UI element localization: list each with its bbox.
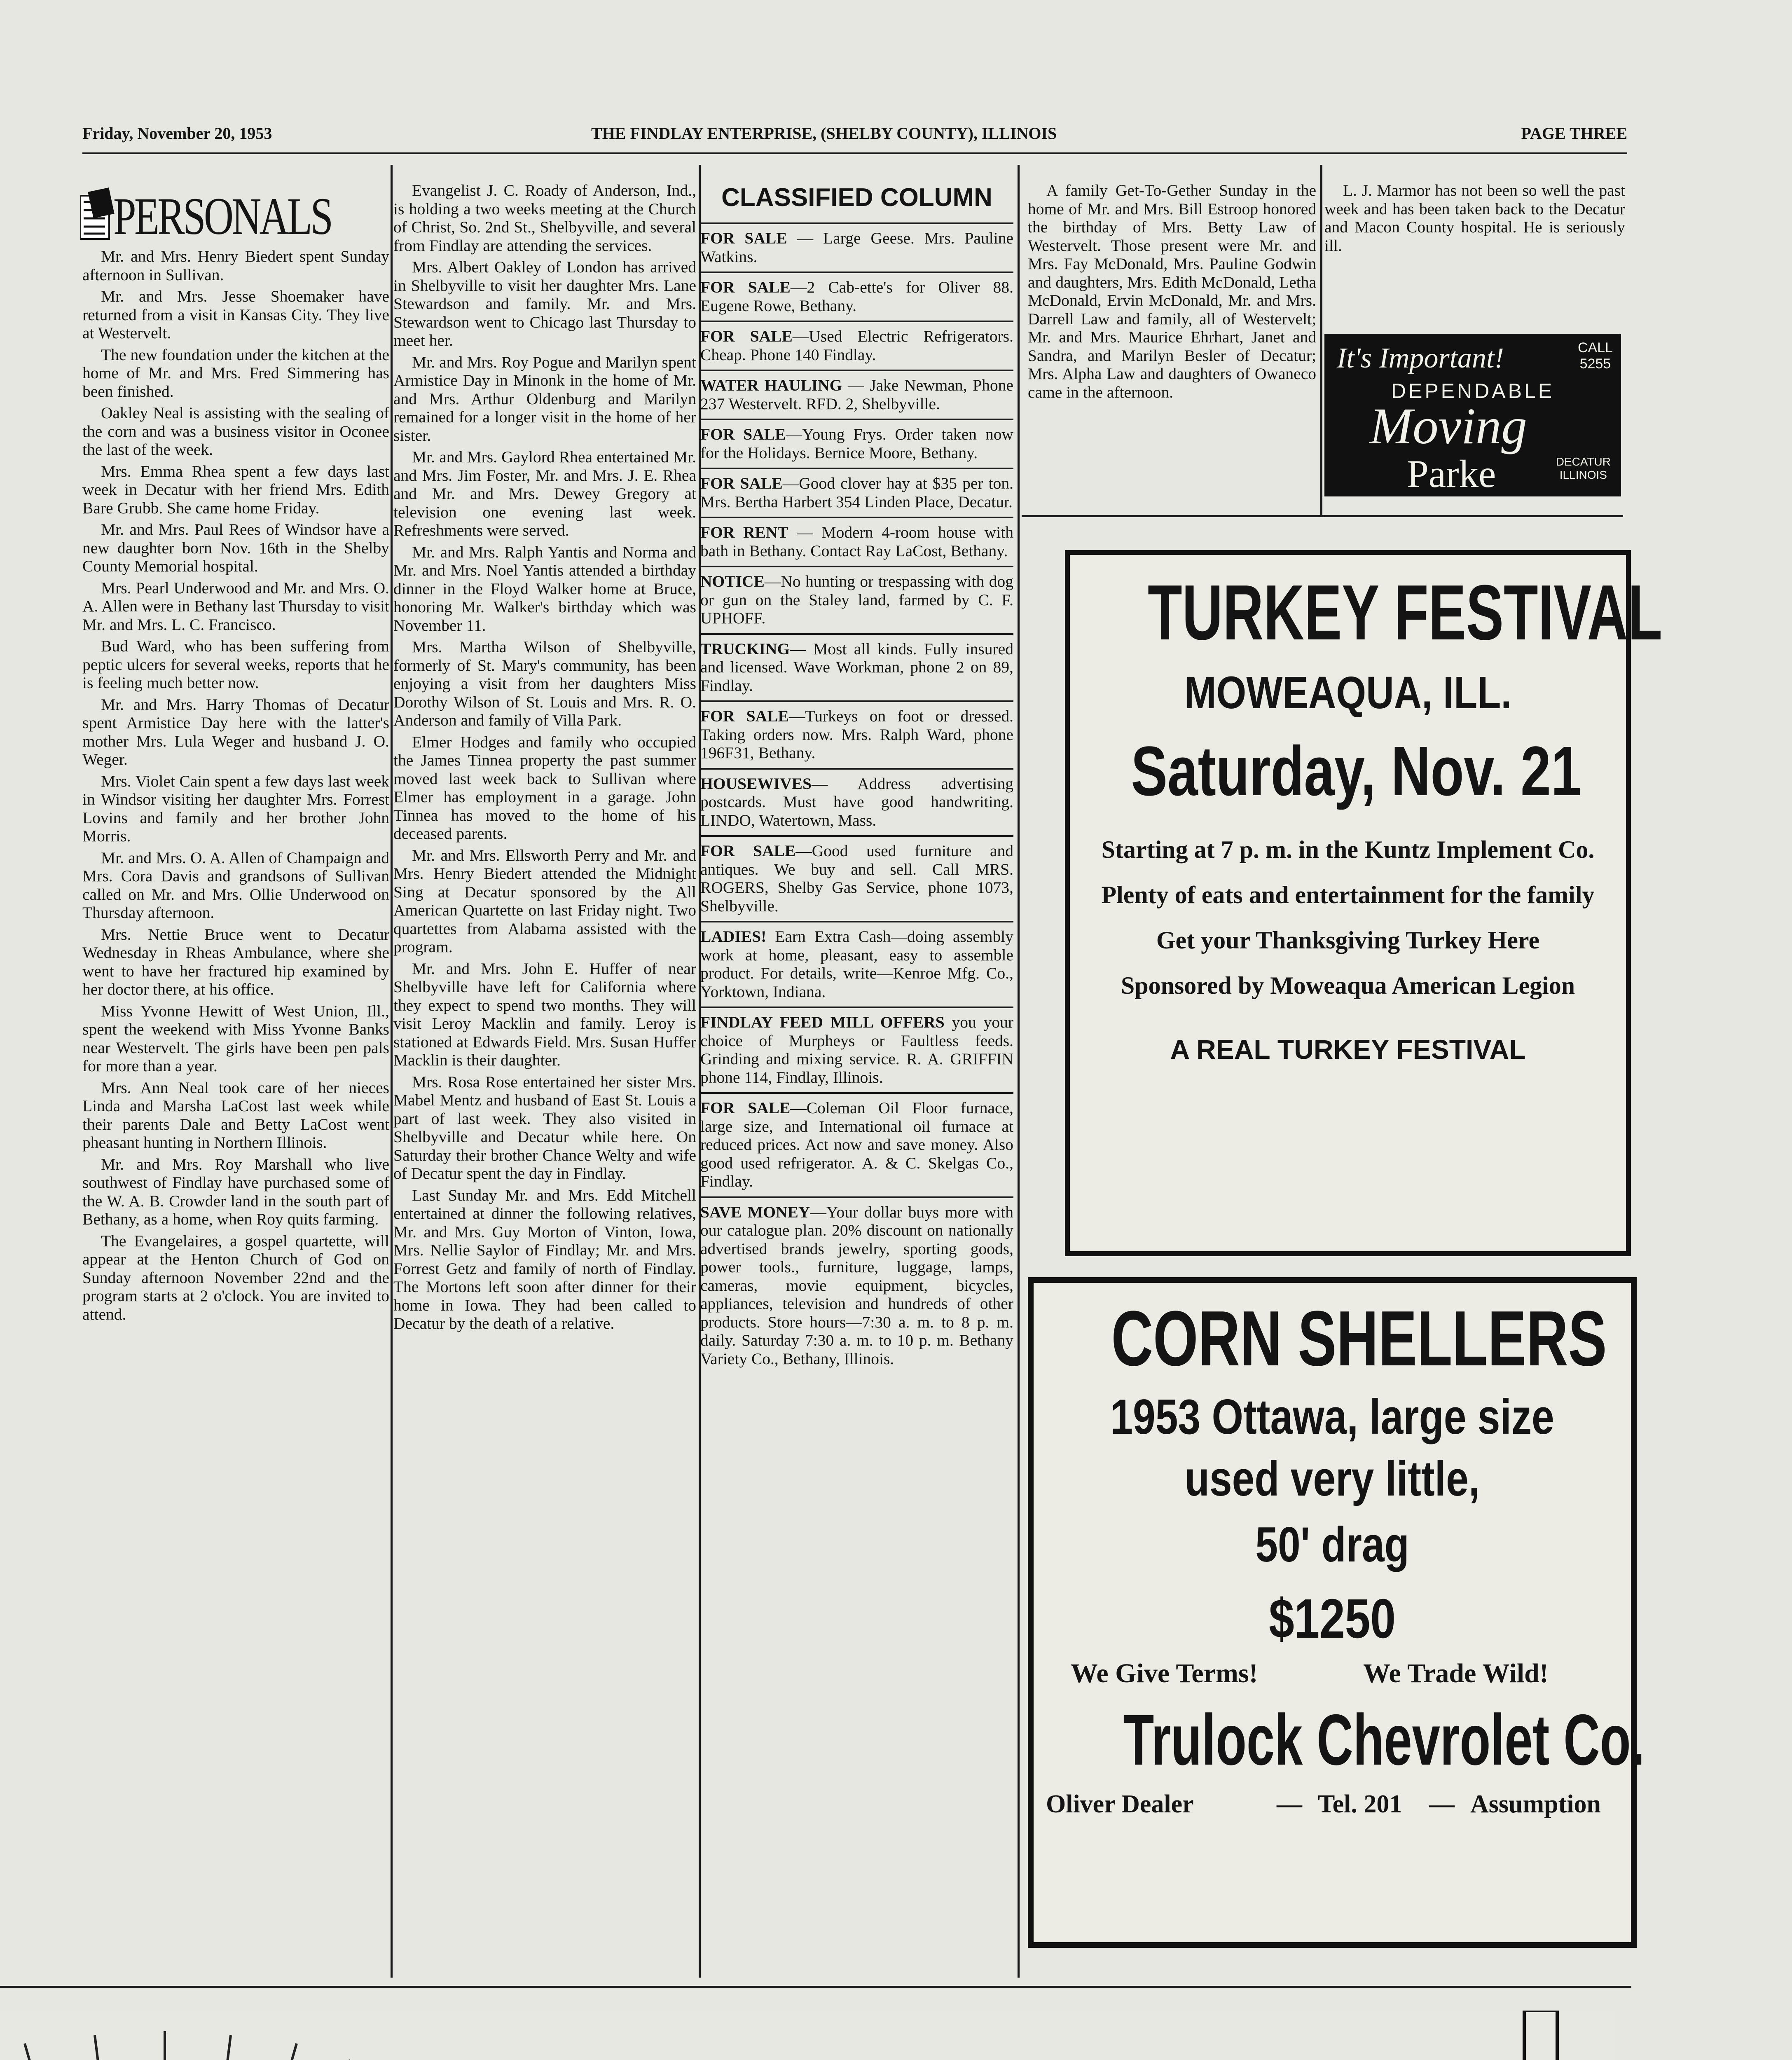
classified-ad [700, 468, 1013, 517]
paragraph: Mr. and Mrs. Roy Marshall who live southwest of Findlay have purchased some of the W. A. B. Crowder land in the south part of Bethany, as a home, when Roy quits farming. [82, 1155, 389, 1228]
classified-ad [700, 566, 1013, 633]
corn-terms: We Give Terms! [1071, 1658, 1258, 1688]
turkey-title: TURKEY FESTIVAL [1148, 569, 1663, 656]
turkey-footer: A REAL TURKEY FESTIVAL [1170, 1034, 1526, 1065]
classified-ad [700, 700, 1013, 768]
moving-name: Parke [1407, 452, 1496, 496]
classified-ad [700, 222, 1013, 272]
paragraph: Mrs. Rosa Rose entertained her sister Mrs. Mabel Mentz and husband of East St. Louis a part of last week. They also visited in Shelbyville and Decatur while here. On Saturday their brother Chance Welty and wife of Decatur spent the day in Findlay. [393, 1072, 696, 1182]
turkey-line3: Get your Thanksgiving Turkey Here [1156, 927, 1540, 954]
moving-state: ILLINOIS [1559, 468, 1607, 481]
paragraph: Mrs. Martha Wilson of Shelbyville, formerly of St. Mary's community, has been enjoying a visit from her daughters Miss Dorothy Wilson of St. Louis and Mrs. R. O. Anderson and family of Villa Park. [393, 638, 696, 729]
corn-tel: Tel. 201 [1318, 1790, 1402, 1818]
paragraph: Mr. and Mrs. Gaylord Rhea entertained Mr. and Mrs. Jim Foster, Mr. and Mrs. J. E. Rhea and Mr. and Mrs. Dewey Gregory at television one evening last week. Refreshments were served. [393, 448, 696, 539]
ad-text: —2 Cab-ette's for Oliver 88. Eugene Rowe, Bethany. [700, 278, 1013, 315]
turkey-line4: Sponsored by Moweaqua American Legion [1121, 972, 1575, 999]
classified-ad [700, 1092, 1013, 1196]
classified-ad [700, 419, 1013, 468]
header-rule [82, 152, 1627, 154]
paragraph: Mrs. Pearl Underwood and Mr. and Mrs. O. A. Allen were in Bethany last Thursday to visit Mr. and Mrs. L. C. Francisco. [82, 578, 389, 634]
corn-line2: used very little, [1184, 1451, 1480, 1506]
paragraph: Mr. and Mrs. Paul Rees of Windsor have a new daughter born Nov. 16th in the Shelby County Memorial hospital. [82, 520, 389, 575]
turkey-line1: Starting at 7 p. m. in the Kuntz Implement Co. [1101, 836, 1595, 863]
paragraph: Mrs. Ann Neal took care of her nieces Linda and Marsha LaCost last week while their parents Dale and Betty LaCost went pheasant hunting in Northern Illinois. [82, 1078, 389, 1152]
classified-ad [700, 370, 1013, 419]
ad-heading: TRUCKING [700, 639, 790, 658]
ad-heading: FOR RENT [700, 523, 788, 541]
classified-ad [700, 1007, 1013, 1092]
paragraph: Mr. and Mrs. Jesse Shoemaker have returned from a visit in Kansas City. They live at Westervelt. [82, 287, 389, 342]
ad-text: —Used Electric Refrigerators. Cheap. Phone 140 Findlay. [700, 327, 1013, 364]
paragraph: Mrs. Violet Cain spent a few days last week in Windsor visiting her daughter Mrs. Forrest Lovins and family and her brother John Morris. [82, 772, 389, 845]
ad-text: — Jake Newman, Phone 237 Westervelt. RFD. 2, Shelbyville. [700, 376, 1013, 413]
paragraph: Last Sunday Mr. and Mrs. Edd Mitchell entertained at dinner the following relatives, Mr. and Mrs. Guy Morton of Vinton, Iowa, Mrs. Nellie Saylor of Findlay; Mr. and Mrs. Forrest Getz and family of north of Findlay. The Mortons left soon after dinner for their home in Iowa. They had been called to Decatur by the death of a relative. [393, 1186, 696, 1332]
paragraph: Mr. and Mrs. Ellsworth Perry and Mr. and Mrs. Henry Biedert attended the Midnight Sing at Decatur sponsored by the All American Quartette on last Friday night. Two quartettes from Alabama assisted with the program. [393, 846, 696, 956]
ad-heading: LADIES! [700, 927, 767, 946]
ad-text: —No hunting or trespassing with dog or gun on the Staley land, farmed by C. F. UPHOFF. [700, 572, 1013, 627]
moving-dependable: DEPENDABLE [1391, 379, 1555, 403]
hospital-item [1324, 181, 1625, 258]
paragraph: A family Get-To-Gether Sunday in the home of Mr. and Mrs. Bill Estroop honored the birthday of Mrs. Betty Law of Westervelt. Those present were Mr. and Mrs. Fay McDonald, Mrs. Pauline Godwin and daughters, Mrs. Edith McDonald, Letha McDonald, Ervin McDonald, Mr. and Mrs. Darrell Law and family, all of Westervelt; Mr. and Mrs. Maurice Ehrhart, Janet and Sandra, and Marilyn Besler of Decatur; Mrs. Alpha Law and daughters of Owaneco came in the afternoon. [1028, 181, 1316, 401]
anniversary-ad [0, 2011, 1615, 2060]
column-divider [1320, 165, 1322, 515]
ad-heading: SAVE MONEY [700, 1203, 810, 1221]
ad-heading: FOR SALE [700, 474, 783, 492]
paragraph: The Evangelaires, a gospel quartette, will appear at the Henton Church of God on Sunday afternoon November 22nd and the program starts at 2 o'clock. You are invited to attend. [82, 1231, 389, 1323]
personals-title: PERSONALS [113, 187, 332, 246]
classified-ad [700, 272, 1013, 321]
page-number: PAGE THREE [1521, 124, 1627, 143]
ad-heading: FOR SALE [700, 1099, 791, 1117]
paragraph: Mr. and Mrs. Henry Biedert spent Sunday afternoon in Sullivan. [82, 247, 389, 284]
ad-text: —Coleman Oil Floor furnace, large size, and International oil furnace at reduced prices. Act now and save money. Also good used refrigerator. A. & C. Skelgas Co., Findlay. [700, 1099, 1013, 1190]
ad-heading: HOUSEWIVES [700, 774, 812, 793]
corn-town: Assumption [1470, 1790, 1601, 1818]
news-column [393, 181, 696, 1336]
section-rule [1022, 515, 1623, 517]
paragraph: Elmer Hodges and family who occupied the James Tinnea property the past summer moved last week back to Sullivan where Elmer has employment in a garage. John Tinnea has moved to the home of his deceased parents. [393, 733, 696, 843]
ad-heading: FINDLAY FEED MILL OFFERS [700, 1013, 945, 1031]
paragraph: Mr. and Mrs. O. A. Allen of Champaign and Mrs. Cora Davis and grandsons of Sullivan called on Mr. and Mrs. Ollie Underwood on Thursday afternoon. [82, 848, 389, 922]
issue-date: Friday, November 20, 1953 [82, 124, 272, 143]
corn-line3: 50' drag [1255, 1517, 1409, 1572]
ad-text: —Your dollar buys more with our catalogue plan. 20% discount on nationally advertised brands jewelry, sporting goods, power tools., furniture, luggage, lamps, cameras, movie equipment, bicycles, appliances, television and hundreds of other products. Store hours—7:30 a. m. to 8 p. m. daily. Saturday 7:30 a. m. to 10 p. m. Bethany Variety Co., Bethany, Illinois. [700, 1203, 1013, 1368]
family-gathering-item [1028, 181, 1316, 405]
paragraph: Mrs. Nettie Bruce went to Decatur Wednesday in Rheas Ambulance, where she went to have her fractured hip examined by her doctor there, at his office. [82, 925, 389, 998]
turkey-festival-ad [1065, 550, 1663, 1256]
ad-text: — Large Geese. Mrs. Pauline Watkins. [700, 229, 1013, 266]
ad-heading: FOR SALE [700, 229, 787, 247]
personals-column [82, 247, 389, 1327]
moving-word: Moving [1370, 398, 1527, 455]
corn-price: $1250 [1269, 1587, 1396, 1650]
ad-heading: FOR SALE [700, 327, 793, 345]
corn-title: CORN SHELLERS [1111, 1295, 1607, 1382]
paragraph: The new foundation under the kitchen at the home of Mr. and Mrs. Fred Simmering has been finished. [82, 345, 389, 400]
classified-ad [700, 321, 1013, 370]
classified-ad [700, 921, 1013, 1007]
ad-text: you your choice of Murpheys or Faultless feeds. Grinding and mixing service. R. A. GRIFFIN phone 114, Findlay, Illinois. [700, 1013, 1013, 1086]
ad-text: —Turkeys on foot or dressed. Taking orders now. Mrs. Ralph Ward, phone 196F31, Bethany. [700, 707, 1013, 762]
personals-heading [80, 187, 385, 246]
turkey-line2: Plenty of eats and entertainment for the family [1101, 881, 1595, 908]
newspaper-name: THE FINDLAY ENTERPRISE, (SHELBY COUNTY), ILLINOIS [591, 124, 1057, 143]
anniversary-graphic [0, 2011, 1615, 2060]
moving-ad [1324, 334, 1621, 496]
paragraph: Mrs. Emma Rhea spent a few days last week in Decatur with her friend Mrs. Edith Bare Grubb. She came home Friday. [82, 462, 389, 517]
classified-column [700, 222, 1013, 1374]
classified-ad [700, 835, 1013, 921]
paragraph: Mrs. Albert Oakley of London has arrived in Shelbyville to visit her daughter Mrs. Lane Stewardson and family. Mr. and Mrs. Stewardson went to Chicago last Thursday to meet her. [393, 258, 696, 349]
corn-dealer: Trulock Chevrolet Co. [1123, 1700, 1645, 1780]
paragraph: Mr. and Mrs. John E. Huffer of near Shelbyville have left for California where they expect to spend two months. They will visit Leroy Macklin and family. Leroy is stationed at Edwards Field. Mrs. Susan Huffer Macklin is their daughter. [393, 959, 696, 1069]
moving-city: DECATUR [1556, 455, 1611, 468]
column-divider [391, 165, 393, 1978]
moving-call: CALL [1577, 340, 1613, 356]
ad-text: — Modern 4-room house with bath in Bethany. Contact Ray LaCost, Bethany. [700, 523, 1013, 560]
paragraph: Evangelist J. C. Roady of Anderson, Ind., is holding a two weeks meeting at the Church of Christ, So. 2nd St., Shelbyville, and several from Findlay are attending the services. [393, 181, 696, 255]
paragraph: Oakley Neal is assisting with the sealing of the corn and was a business visitor in Oconee the last of the week. [82, 404, 389, 459]
column-divider [1018, 165, 1020, 1978]
ad-heading: FOR SALE [700, 707, 789, 725]
corn-trade: We Trade Wild! [1363, 1658, 1549, 1688]
ad-text: —Good clover hay at $35 per ton. Mrs. Bertha Harbert 354 Linden Place, Decatur. [700, 474, 1013, 511]
corn-shellers-ad: CORN SHELLERS 1953 Ottawa, large size used very little, 50' drag $1250 We Give Terms! We Trade Wild! Trulock Chevrolet Co. Oliver Dealer — Tel. 201 — Assumption [1028, 1277, 1637, 1948]
ad-heading: FOR SALE [700, 278, 791, 296]
page-header [82, 124, 1627, 157]
ad-text: —Young Frys. Order taken now for the Holidays. Bernice Moore, Bethany. [700, 425, 1013, 462]
classified-ad [700, 768, 1013, 836]
ad-heading: WATER HAULING [700, 376, 842, 394]
corn-oliver: Oliver Dealer [1046, 1790, 1194, 1818]
ad-heading: FOR SALE [700, 842, 796, 860]
paragraph: Bud Ward, who has been suffering from peptic ulcers for several weeks, reports that he is feeling much better now. [82, 637, 389, 692]
ad-text: — Most all kinds. Fully insured and licensed. Wave Workman, phone 2 on 89, Findlay. [700, 639, 1013, 695]
section-rule [0, 1986, 1631, 1988]
ad-text: —Good used furniture and antiques. We buy and sell. Call MRS. ROGERS, Shelby Gas Service, phone 1073, Shelbyville. [700, 842, 1013, 915]
paragraph: Mr. and Mrs. Harry Thomas of Decatur spent Armistice Day here with the latter's mother Mrs. Lula Weger and husband J. O. Weger. [82, 695, 389, 768]
classified-ad [700, 633, 1013, 701]
moving-phone: 5255 [1579, 356, 1611, 372]
corn-line1: 1953 Ottawa, large size [1110, 1389, 1554, 1444]
moving-important: It's Important! [1337, 342, 1504, 374]
turkey-date: Saturday, Nov. 21 [1131, 732, 1581, 810]
turkey-place: MOWEAQUA, ILL. [1184, 667, 1512, 718]
classified-ad [700, 1196, 1013, 1374]
paragraph: L. J. Marmor has not been so well the past week and has been taken back to the Decatur and Macon County hospital. He is seriously ill. [1324, 181, 1625, 255]
paragraph: Miss Yvonne Hewitt of West Union, Ill., spent the weekend with Miss Yvonne Banks near Westervelt. The girls have been pen pals for more than a year. [82, 1002, 389, 1075]
classified-ad [700, 517, 1013, 566]
ad-heading: FOR SALE [700, 425, 786, 443]
classified-title: CLASSIFIED COLUMN [721, 183, 992, 212]
paragraph: Mr. and Mrs. Roy Pogue and Marilyn spent Armistice Day in Minonk in the home of Mr. and Mrs. Arthur Oldenburg and Marilyn remained for a longer visit in the home of her sister. [393, 353, 696, 445]
paragraph: Mr. and Mrs. Ralph Yantis and Norma and Mr. and Mrs. Noel Yantis attended a birthday dinner in the Floyd Walker home at Bruce, honoring Mr. Walker's birthday which was November 11. [393, 543, 696, 634]
ad-heading: NOTICE [700, 572, 765, 590]
ad-text: Earn Extra Cash—doing assembly work at home, pleasant, easy to assemble product. For details, write—Kenroe Mfg. Co., Yorktown, Indiana. [700, 927, 1013, 1001]
ad-text: — Address advertising postcards. Must have good handwriting. LINDO, Watertown, Mass. [700, 774, 1013, 829]
